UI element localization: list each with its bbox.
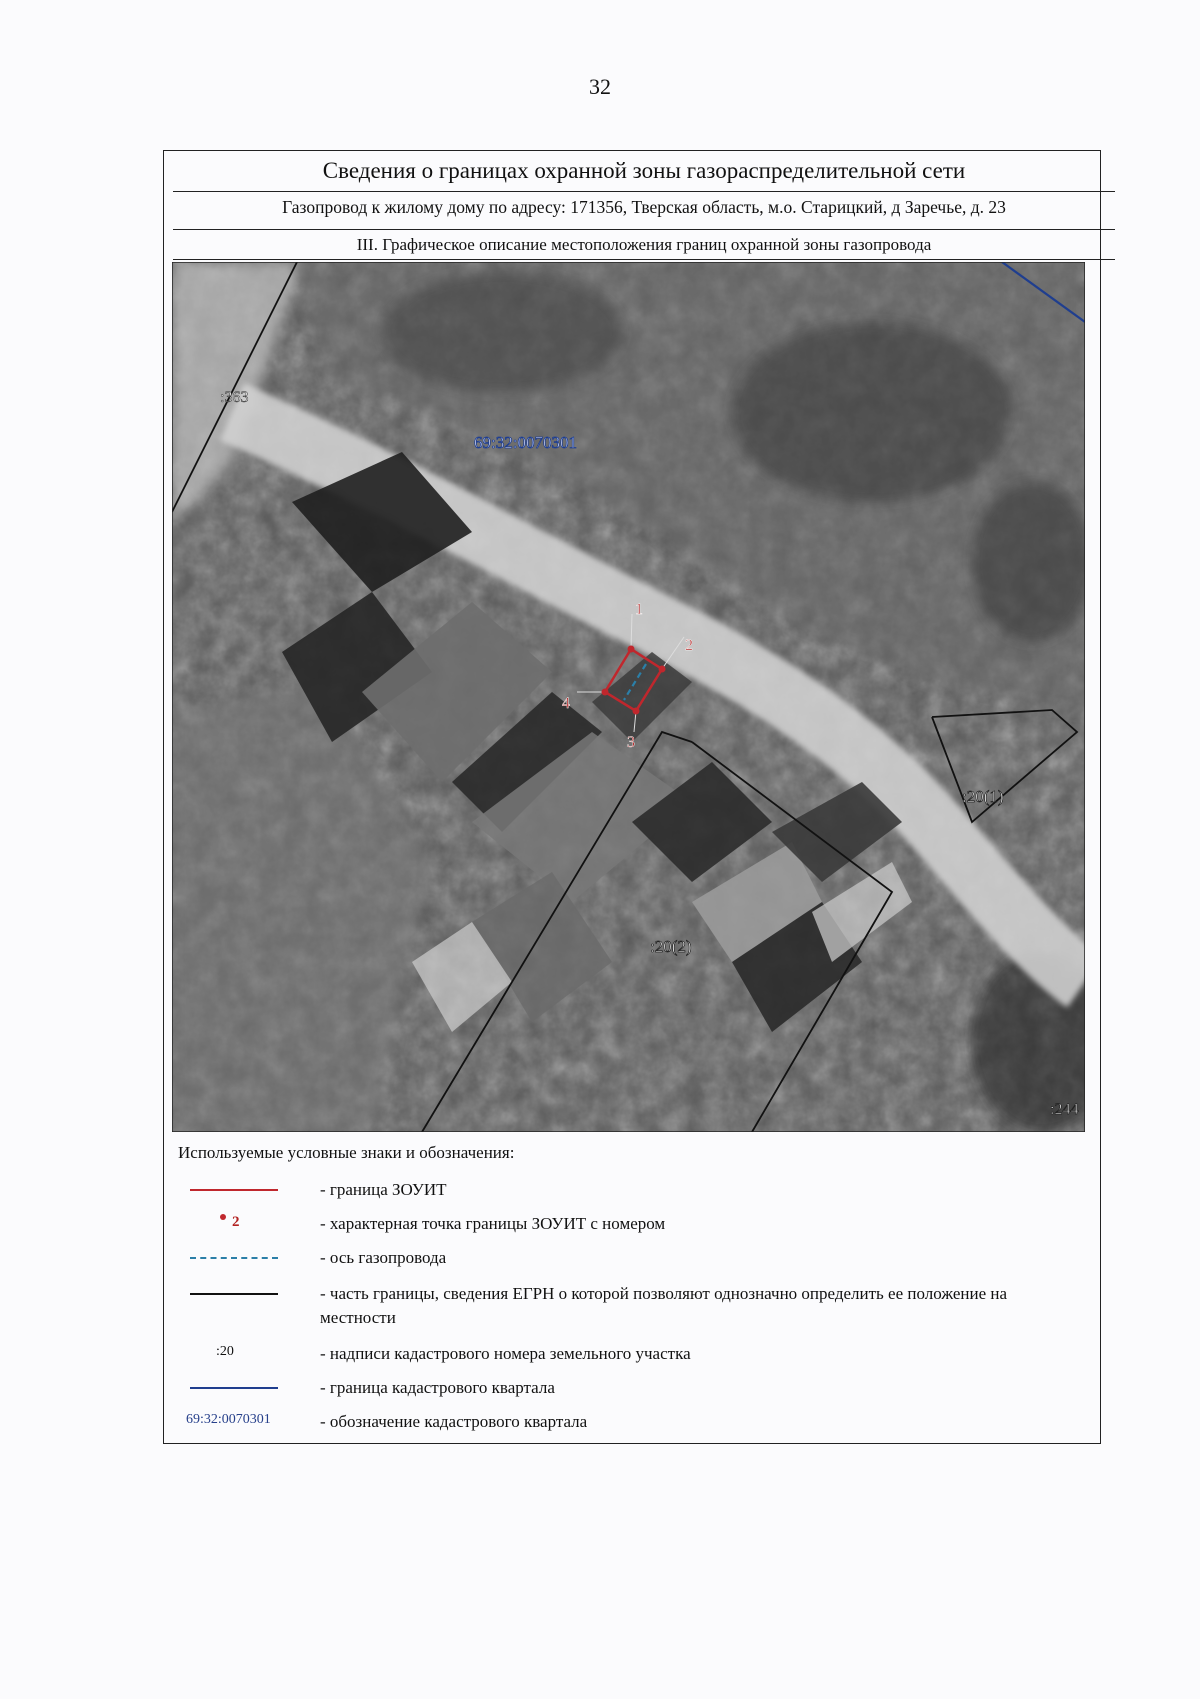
document-title: Сведения о границах охранной зоны газораспределительной сети (173, 158, 1115, 192)
zone-point-2-marker (659, 666, 666, 673)
legend-symbol-red-line (186, 1178, 286, 1202)
legend-symbol-blue-line (186, 1376, 286, 1400)
zone-point-3-marker (633, 708, 640, 715)
legend-title: Используемые условные знаки и обозначения: (178, 1143, 515, 1162)
parcel-label-20-1: :20(1) (962, 787, 1004, 806)
zone-point-3-label: 3 (627, 734, 635, 751)
legend-symbol-dashed-line (186, 1246, 286, 1270)
parcel-label-244: :244 (1050, 1101, 1079, 1118)
quarter-label: 69:32:0070301 (474, 433, 577, 452)
legend-symbol-parcel-text: :20 (216, 1344, 234, 1359)
aerial-map (172, 262, 1085, 1132)
legend-symbol-black-line (186, 1282, 286, 1306)
parcel-label-363: :363 (220, 389, 249, 406)
legend-symbol-point: 2 (186, 1212, 286, 1236)
zone-point-1-label: 1 (635, 601, 643, 618)
point-dot-icon (220, 1214, 226, 1220)
section-heading: III. Графическое описание местоположения границ охранной зоны газопровода (173, 235, 1115, 260)
zone-point-1-marker (628, 646, 635, 653)
parcel-label-20-2: :20(2) (650, 937, 692, 956)
zone-point-2-label: 2 (685, 637, 693, 654)
document-subtitle: Газопровод к жилому дому по адресу: 171356, Тверская область, м.о. Старицкий, д Заречье, д. 23 (173, 197, 1115, 230)
legend-symbol-quarter-text: 69:32:0070301 (186, 1412, 271, 1427)
zone-point-4-label: 4 (562, 695, 570, 712)
zone-point-4-marker (602, 689, 609, 696)
page-number: 32 (589, 74, 611, 99)
